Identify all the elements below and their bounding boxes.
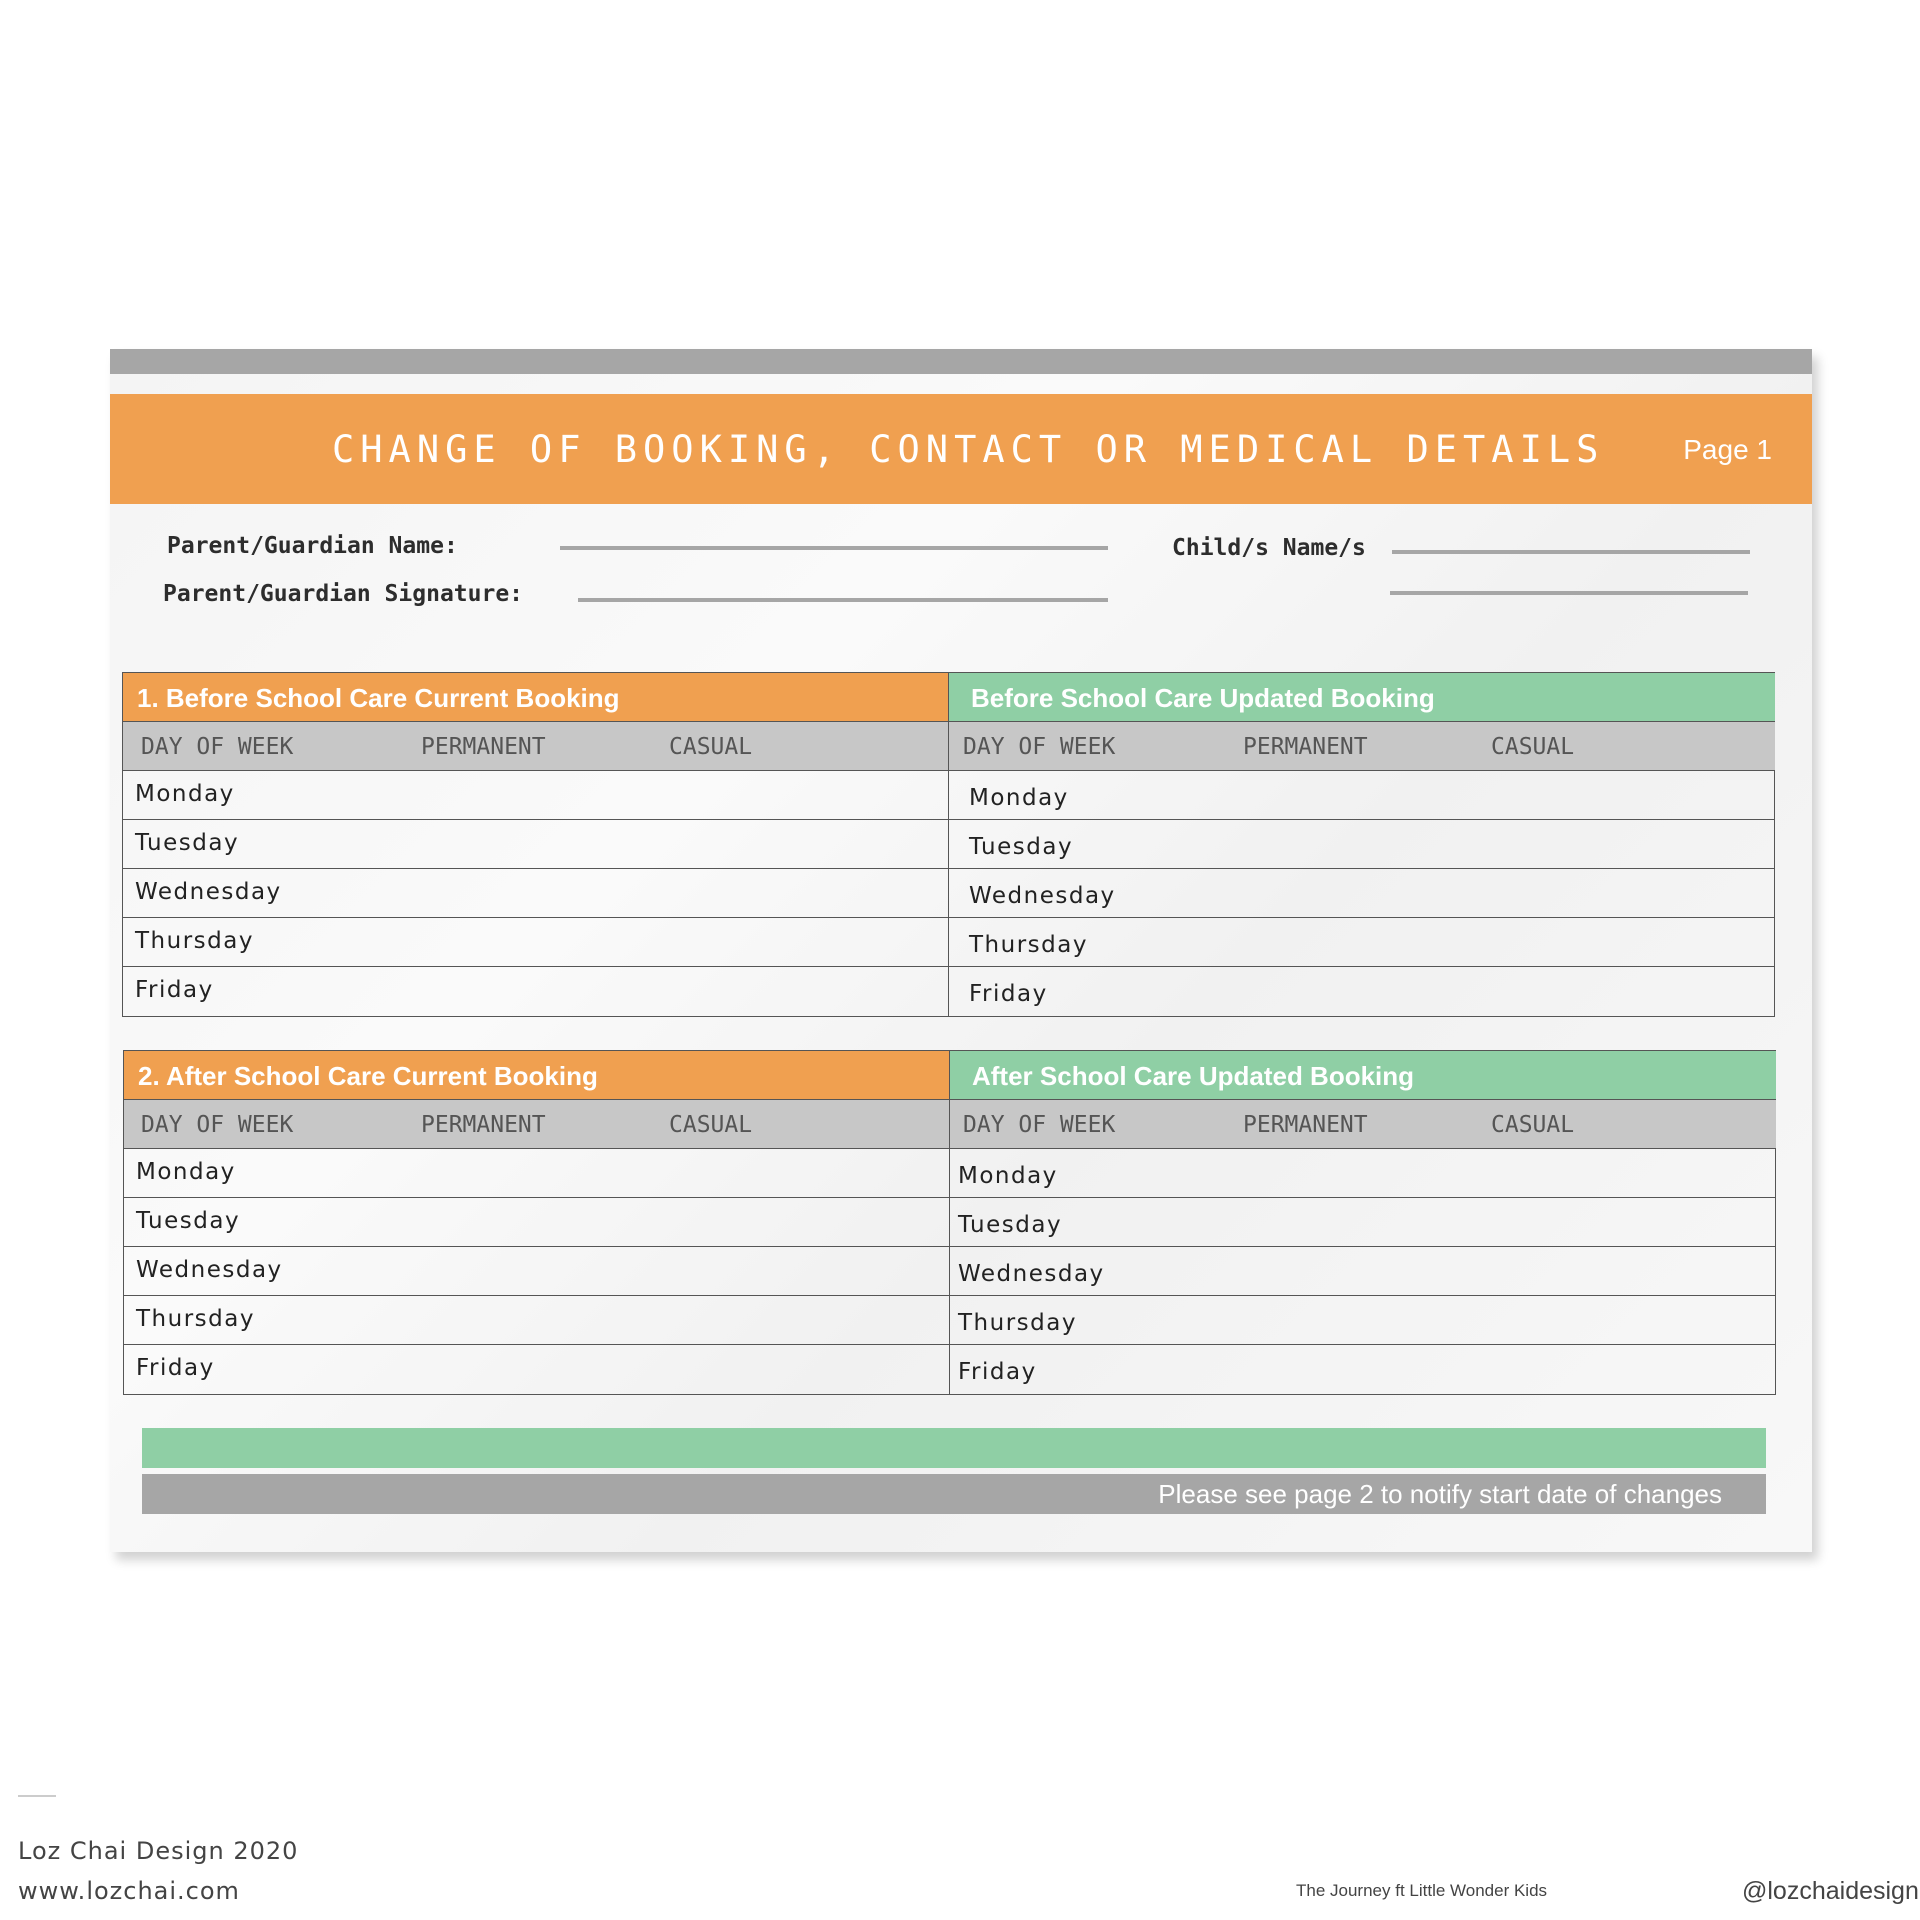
- before-school-updated-booking: [948, 673, 1775, 1016]
- child-name-line-1[interactable]: [1392, 550, 1750, 554]
- table-row[interactable]: [123, 869, 948, 918]
- day-label: Tuesday: [135, 830, 240, 856]
- project-credit: The Journey ft Little Wonder Kids: [1296, 1881, 1548, 1900]
- day-label: Thursday: [135, 928, 254, 954]
- day-label: Wednesday: [958, 1261, 1105, 1287]
- table-row[interactable]: [124, 1198, 949, 1247]
- page-number: Page 1: [1683, 434, 1772, 465]
- table-row[interactable]: [123, 820, 948, 869]
- footer-gray-bar: [142, 1474, 1766, 1514]
- day-label: Wednesday: [136, 1257, 283, 1283]
- column-day-of-week: DAY OF WEEK: [963, 734, 1116, 760]
- before-school-updated-title: Before School Care Updated Booking: [949, 673, 1775, 721]
- day-label: Friday: [136, 1355, 215, 1381]
- day-label: Thursday: [969, 932, 1088, 958]
- table-row[interactable]: [123, 967, 948, 1016]
- table-row[interactable]: [949, 967, 1775, 1016]
- column-day-of-week: DAY OF WEEK: [141, 734, 294, 760]
- column-casual: CASUAL: [1491, 1112, 1575, 1138]
- form-sheet: [110, 349, 1812, 1552]
- before-school-current-booking: [123, 673, 948, 1016]
- before-school-current-title: 1. Before School Care Current Booking: [123, 673, 948, 721]
- after-school-current-title: 2. After School Care Current Booking: [124, 1051, 949, 1099]
- footer-green-bar: [142, 1428, 1766, 1468]
- parent-signature-line[interactable]: [578, 598, 1108, 602]
- table-row[interactable]: [949, 820, 1775, 869]
- day-label: Monday: [136, 1159, 236, 1185]
- after-school-care-table: [123, 1050, 1776, 1395]
- after-school-current-booking: [124, 1051, 949, 1394]
- table-row[interactable]: [950, 1296, 1776, 1345]
- form-title: CHANGE OF BOOKING, CONTACT OR MEDICAL DETAILS: [332, 428, 1605, 471]
- column-permanent: PERMANENT: [1243, 734, 1368, 760]
- studio-credit: Loz Chai Design 2020: [18, 1837, 299, 1865]
- social-handle[interactable]: @lozchaidesign: [1742, 1877, 1919, 1905]
- day-label: Friday: [969, 981, 1048, 1007]
- day-label: Tuesday: [136, 1208, 241, 1234]
- column-day-of-week: DAY OF WEEK: [963, 1112, 1116, 1138]
- website-link[interactable]: www.lozchai.com: [18, 1877, 240, 1905]
- table-row[interactable]: [949, 918, 1775, 967]
- day-label: Thursday: [958, 1310, 1077, 1336]
- table-row[interactable]: [124, 1149, 949, 1198]
- parent-name-label: Parent/Guardian Name:: [167, 533, 458, 559]
- table-row[interactable]: [124, 1345, 949, 1394]
- table-row[interactable]: [949, 869, 1775, 918]
- day-label: Wednesday: [135, 879, 282, 905]
- day-label: Wednesday: [969, 883, 1116, 909]
- footer-note: Please see page 2 to notify start date of changes: [1158, 1479, 1722, 1509]
- day-label: Tuesday: [958, 1212, 1063, 1238]
- table-row[interactable]: [123, 771, 948, 820]
- column-casual: CASUAL: [669, 1112, 753, 1138]
- column-casual: CASUAL: [669, 734, 753, 760]
- column-permanent: PERMANENT: [1243, 1112, 1368, 1138]
- column-permanent: PERMANENT: [421, 1112, 546, 1138]
- before-school-care-table: [122, 672, 1775, 1017]
- table-row[interactable]: [124, 1296, 949, 1345]
- table-row[interactable]: [950, 1247, 1776, 1296]
- day-label: Thursday: [136, 1306, 255, 1332]
- table-row[interactable]: [950, 1149, 1776, 1198]
- form-header: [110, 394, 1812, 504]
- table-row[interactable]: [123, 918, 948, 967]
- column-casual: CASUAL: [1491, 734, 1575, 760]
- column-header-row: [950, 1099, 1776, 1149]
- column-day-of-week: DAY OF WEEK: [141, 1112, 294, 1138]
- after-school-updated-title: After School Care Updated Booking: [950, 1051, 1776, 1099]
- column-header-row: [124, 1099, 949, 1149]
- day-label: Friday: [958, 1359, 1037, 1385]
- parent-name-line[interactable]: [560, 546, 1108, 550]
- table-row[interactable]: [949, 771, 1775, 820]
- child-name-label: Child/s Name/s: [1172, 535, 1366, 561]
- day-label: Tuesday: [969, 834, 1074, 860]
- parent-signature-label: Parent/Guardian Signature:: [163, 581, 524, 607]
- top-gray-bar: [110, 349, 1812, 374]
- table-row[interactable]: [950, 1198, 1776, 1247]
- column-permanent: PERMANENT: [421, 734, 546, 760]
- column-header-row: [123, 721, 948, 771]
- credit-divider: [18, 1795, 56, 1797]
- day-label: Monday: [135, 781, 235, 807]
- column-header-row: [949, 721, 1775, 771]
- table-row[interactable]: [950, 1345, 1776, 1394]
- day-label: Monday: [969, 785, 1069, 811]
- child-name-line-2[interactable]: [1390, 591, 1748, 595]
- day-label: Monday: [958, 1163, 1058, 1189]
- after-school-updated-booking: [949, 1051, 1776, 1394]
- table-row[interactable]: [124, 1247, 949, 1296]
- day-label: Friday: [135, 977, 214, 1003]
